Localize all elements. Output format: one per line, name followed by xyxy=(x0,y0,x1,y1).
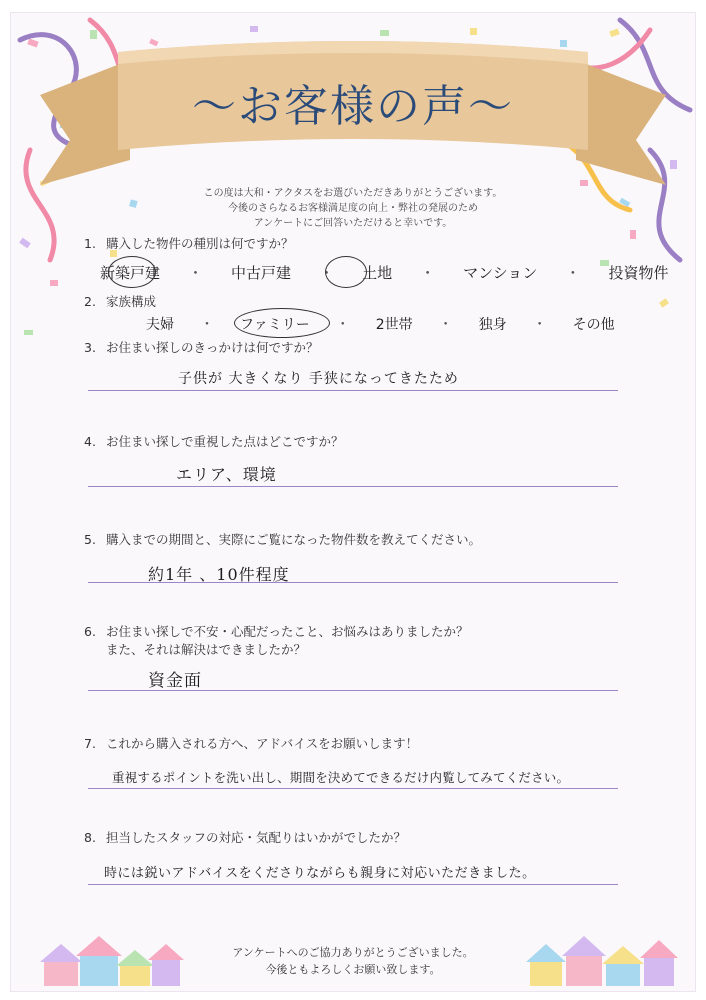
selection-circle xyxy=(108,256,156,288)
question-number: 5. xyxy=(84,532,96,547)
selection-circle xyxy=(234,308,330,338)
closing-text xyxy=(150,944,556,978)
handwritten-answer: 重視するポイントを洗い出し、期間を決めてできるだけ内覧してみてください。 xyxy=(112,770,570,785)
question-text: 購入した物件の種別は何ですか？ xyxy=(106,236,294,251)
separator-dot: ・ xyxy=(420,264,436,282)
question-2 xyxy=(84,292,156,310)
question-number: 6. xyxy=(84,624,96,639)
option-couple: 夫婦 xyxy=(146,317,174,333)
option-other: その他 xyxy=(572,317,615,333)
question-number: 2. xyxy=(84,294,96,309)
option-land: 土地 xyxy=(362,264,393,282)
option-mansion: マンション xyxy=(463,264,538,282)
question-number: 7. xyxy=(84,736,96,751)
question-text: お住まい探しのきっかけは何ですか？ xyxy=(106,340,319,355)
selection-circle xyxy=(325,256,367,288)
question-number: 1. xyxy=(84,236,96,251)
answer-line xyxy=(88,486,618,487)
question-1 xyxy=(84,234,294,252)
intro-line: アンケートにご回答いただけると幸いです。 xyxy=(253,218,453,229)
closing-line: 今後ともよろしくお願い致します。 xyxy=(265,963,441,976)
option-used-house: 中古戸建 xyxy=(231,264,292,282)
question-6-subtext: また、それは解決はできましたか？ xyxy=(106,642,307,657)
answer-line xyxy=(88,390,618,391)
handwritten-answer: 時には鋭いアドバイスをくださりながらも親身に対応いただきました。 xyxy=(104,866,536,881)
question-text: 購入までの期間と、実際にご覧になった物件数を教えてください。 xyxy=(106,532,482,547)
handwritten-answer: エリア、環境 xyxy=(176,465,277,484)
separator-dot: ・ xyxy=(188,264,204,282)
question-3 xyxy=(84,338,319,356)
question-number: 4. xyxy=(84,434,96,449)
question-text: 家族構成 xyxy=(106,294,157,309)
page-title: ～お客様の声～ xyxy=(192,81,514,132)
question-7 xyxy=(84,734,418,752)
question-text: これから購入される方へ、アドバイスをお願いします！ xyxy=(106,736,419,751)
question-6 xyxy=(84,622,469,640)
separator-dot: ・ xyxy=(565,264,581,282)
question-number: 3. xyxy=(84,340,96,355)
question-5 xyxy=(84,530,481,548)
option-family: ファミリー xyxy=(240,317,310,333)
answer-line xyxy=(88,884,618,885)
question-number: 8. xyxy=(84,830,96,845)
answer-line xyxy=(88,582,618,583)
q1-options xyxy=(100,262,668,283)
question-text: お住まい探しで重視した点はどこですか？ xyxy=(106,434,344,449)
handwritten-answer: 子供が 大きくなり 手狭になってきたため xyxy=(178,371,459,387)
separator-dot: ・ xyxy=(532,317,547,333)
question-text: お住まい探しで不安・心配だったこと、お悩みはありましたか？ xyxy=(106,624,469,639)
handwritten-answer: 約1年 、10件程度 xyxy=(148,565,290,584)
closing-line: アンケートへのご協力ありがとうございました。 xyxy=(232,946,474,959)
question-8 xyxy=(84,828,406,846)
separator-dot: ・ xyxy=(335,317,350,333)
separator-dot: ・ xyxy=(319,264,335,282)
answer-line xyxy=(88,788,618,789)
answer-line xyxy=(88,690,618,691)
option-investment: 投資物件 xyxy=(608,264,669,282)
option-single: 独身 xyxy=(478,317,507,333)
handwritten-answer: 資金面 xyxy=(148,671,202,691)
q2-options xyxy=(146,314,615,334)
intro-line: この度は大和・アクタスをお選びいただきありがとうございます。 xyxy=(203,188,503,199)
separator-dot: ・ xyxy=(200,317,214,333)
option-two-generation: 2世帯 xyxy=(375,317,413,333)
question-text: 担当したスタッフの対応・気配りはいかがでしたか？ xyxy=(106,830,407,845)
intro-text xyxy=(150,186,556,231)
intro-line: 今後のさらなるお客様満足度の向上・弊社の発展のため xyxy=(228,203,478,214)
option-new-house: 新築戸建 xyxy=(100,264,161,282)
separator-dot: ・ xyxy=(438,317,453,333)
question-4 xyxy=(84,432,344,450)
